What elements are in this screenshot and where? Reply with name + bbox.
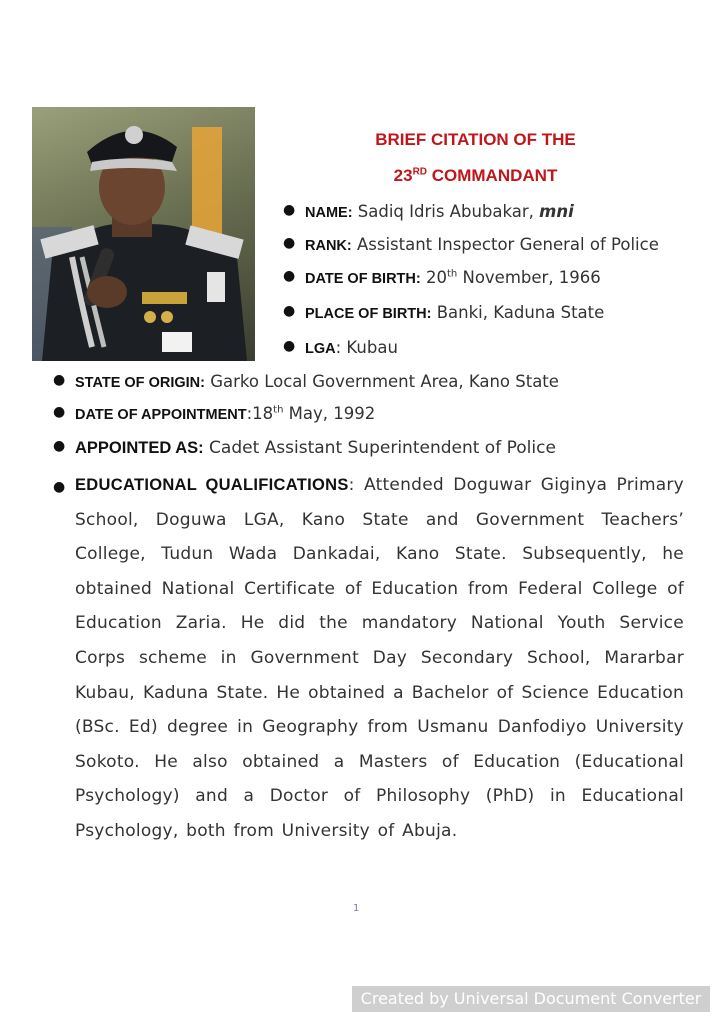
dob-ordinal: th [446,268,458,280]
appointment-value-day: :18 [246,404,274,423]
bullet-icon: ● [53,404,66,420]
bullet-icon: ● [283,268,296,284]
name-label: NAME: [305,205,353,221]
lga-value: : Kubau [335,338,398,357]
commandant-photo [32,107,255,361]
citation-title-line1: BRIEF CITATION OF THE [375,130,576,149]
bullet-icon: ● [283,303,296,319]
bullet-icon: ● [53,438,66,454]
bullet-icon: ● [53,372,66,388]
appointment-item [53,404,376,423]
pob-label: PLACE OF BIRTH: [305,306,432,322]
rank-item [283,235,659,254]
name-item [283,202,574,221]
education-value: : Attended Doguwar Giginya Primary School, Doguwa LGA, Kano State and Government Teachers’ College, Tudun Wada Dankadai, Kano State. Subsequently, he obtained National Certificate of Education from Federal College of Education Zaria. He did the mandatory National Youth Service Corps scheme in Government Day Secondary School, Mararbar Kubau, Kaduna State. He obtained a Bachelor of Science Education (BSc. Ed) degree in Geography from Usmanu Danfodiyo University Sokoto. He also obtained a Masters of Education (Educational Psychology) and a Doctor of Philosophy (PhD) in Educational Psychology, both from University of Abuja. [75,475,684,841]
origin-item [53,372,559,391]
lga-label: LGA [305,341,336,357]
rank-value: Assistant Inspector General of Police [351,235,659,254]
converter-watermark: Created by Universal Document Converter [352,986,710,1012]
education-item [53,468,684,849]
title-number: 23 [393,166,413,185]
bullet-icon: ● [283,235,296,251]
bullet-icon: ● [53,479,66,495]
appointment-ordinal: th [273,404,284,416]
pob-item [283,303,605,322]
appointed-as-item [53,438,556,458]
dob-value-day: 20 [420,268,447,287]
appointment-label: DATE OF APPOINTMENT [75,407,247,423]
pob-value: Banki, Kaduna State [431,303,605,322]
title-ordinal: RD [412,166,428,178]
lga-item [283,338,398,357]
appointed-as-value: Cadet Assistant Superintendent of Police [203,438,556,458]
citation-title-line2 [313,166,638,186]
name-value: Sadiq Idris Abubakar, [352,202,540,221]
title-word: COMMANDANT [427,166,558,185]
name-suffix: mni [539,202,574,221]
appointment-value-rest: May, 1992 [283,404,376,423]
origin-value: Garko Local Government Area, Kano State [204,372,559,391]
bullet-icon: ● [283,202,296,218]
dob-label: DATE OF BIRTH: [305,271,421,287]
bullet-icon: ● [283,338,296,354]
dob-value-rest: November, 1966 [457,268,601,287]
appointed-as-label: APPOINTED AS: [75,439,204,457]
page-number: 1 [353,903,360,914]
education-label: EDUCATIONAL QUALIFICATIONS [75,476,349,494]
dob-item [283,268,601,287]
rank-label: RANK: [305,238,352,254]
origin-label: STATE OF ORIGIN: [75,375,205,391]
